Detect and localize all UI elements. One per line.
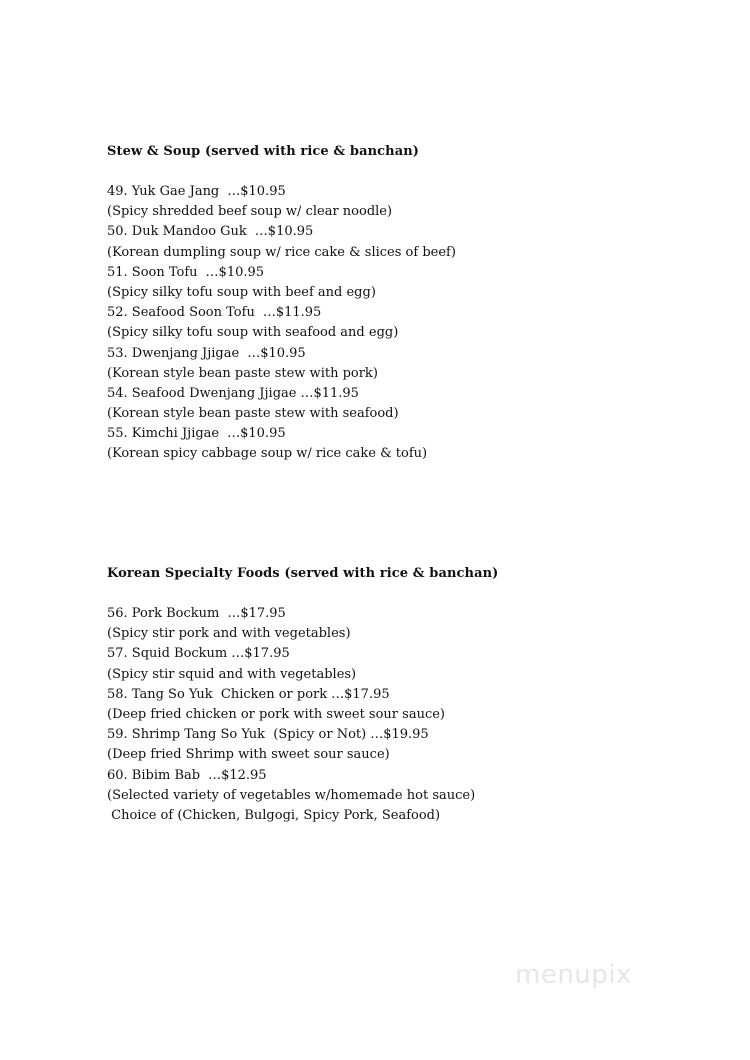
item-description: (Deep fried chicken or pork with sweet sour sauce) <box>107 706 445 722</box>
menu-item <box>107 182 667 202</box>
menu-item <box>107 725 667 745</box>
item-description: (Spicy silky tofu soup with seafood and egg) <box>107 325 399 341</box>
item-price: …$10.95 <box>247 345 306 361</box>
item-price: …$11.95 <box>262 305 322 321</box>
menu-item <box>107 685 667 705</box>
item-name: 51. Soon Tofu <box>107 264 198 280</box>
item-name: 49. Yuk Gae Jang <box>107 184 220 199</box>
menu-item <box>107 604 667 624</box>
menupix-watermark: menupix <box>515 960 632 990</box>
item-name: 53. Dwenjang Jjigae <box>107 345 240 361</box>
menu-item <box>107 766 667 786</box>
item-price: …$17.95 <box>231 646 290 662</box>
item-price: …$19.95 <box>370 727 429 743</box>
item-description: (Spicy stir pork and with vegetables) <box>107 626 351 642</box>
item-description: (Korean style bean paste stew with seafood) <box>107 406 399 422</box>
item-name: 52. Seafood Soon Tofu <box>107 305 255 321</box>
item-choice-note: Choice of (Chicken, Bulgogi, Spicy Pork, Seafood) <box>107 807 441 823</box>
item-price: …$10.95 <box>227 426 286 442</box>
item-description: (Selected variety of vegetables w/homemade hot sauce) <box>107 787 476 803</box>
item-name: 56. Pork Bockum <box>107 606 220 621</box>
item-price: …$10.95 <box>205 264 265 280</box>
item-name: 50. Duk Mandoo Guk <box>107 224 247 240</box>
item-price: …$17.95 <box>227 606 286 621</box>
item-price: …$11.95 <box>300 385 359 401</box>
item-name: 55. Kimchi Jjigae <box>107 426 220 442</box>
menu-items <box>107 604 667 826</box>
item-description: (Spicy stir squid and with vegetables) <box>107 666 357 682</box>
item-name: 59. Shrimp Tang So Yuk (Spicy or Not) <box>107 727 367 743</box>
item-description: (Korean style bean paste stew with pork) <box>107 365 378 381</box>
section-stew-soup <box>107 142 667 465</box>
item-description: (Deep fried Shrimp with sweet sour sauce) <box>107 747 390 763</box>
item-name: 57. Squid Bockum <box>107 646 228 662</box>
menu-item <box>107 424 667 444</box>
item-description: (Korean spicy cabbage soup w/ rice cake & tofu) <box>107 446 428 462</box>
item-price: …$10.95 <box>227 184 286 199</box>
menu-item <box>107 263 667 283</box>
item-description: (Spicy shredded beef soup w/ clear noodle) <box>107 204 393 220</box>
menu-item <box>107 644 667 664</box>
section-korean-specialty <box>107 564 667 826</box>
item-name: 54. Seafood Dwenjang Jjigae <box>107 385 297 401</box>
item-description: (Spicy silky tofu soup with beef and egg) <box>107 284 376 300</box>
item-description: (Korean dumpling soup w/ rice cake & slices of beef) <box>107 244 456 260</box>
menu-items <box>107 182 667 465</box>
item-name: 58. Tang So Yuk Chicken or pork <box>107 686 328 702</box>
item-name: 60. Bibim Bab <box>107 767 201 783</box>
menu-item <box>107 303 667 323</box>
item-price: …$10.95 <box>254 224 314 240</box>
menu-item <box>107 384 667 404</box>
section-title: Stew & Soup (served with rice & banchan) <box>107 144 420 159</box>
item-price: …$12.95 <box>208 767 267 783</box>
menu-item <box>107 344 667 364</box>
menu-item <box>107 222 667 242</box>
item-price: …$17.95 <box>331 686 390 702</box>
section-title: Korean Specialty Foods (served with rice & banchan) <box>107 566 499 581</box>
